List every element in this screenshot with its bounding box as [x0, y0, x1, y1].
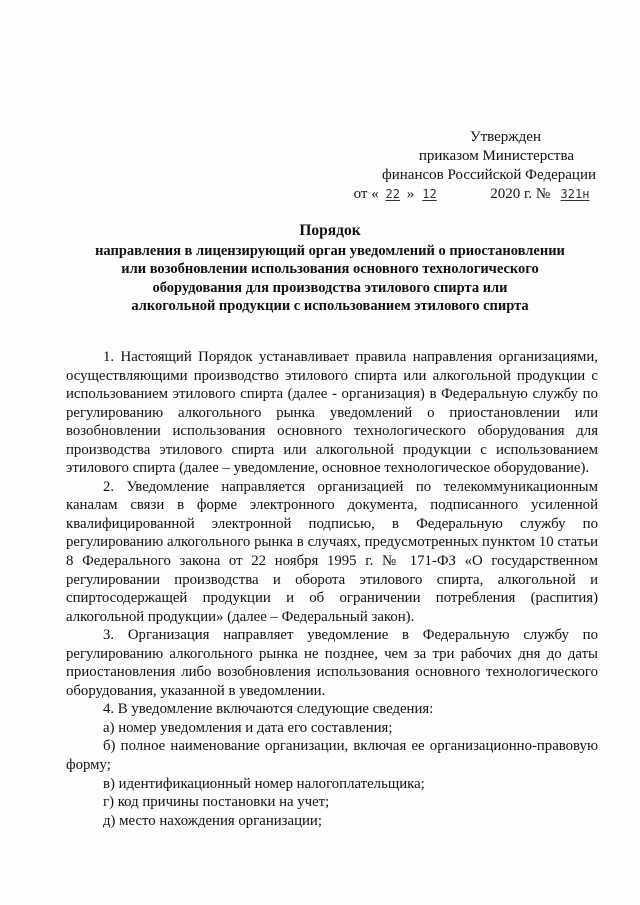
paragraph-1: 1. Настоящий Порядок устанавливает правила направления организациями, осуществляющими производство этилового спирта или алкогольной продукции с использованием этилового спирта (далее - организация) в Федеральную службу по регулированию алкогольного рынка уведомлений о приостановлении или возобновлении использования основного технологического оборудования для производства этилового спирта или алкогольной продукции с использованием этилового спирта (далее – уведомление, основное технологическое оборудование).	[66, 349, 598, 477]
title-line-3: оборудования для производства этилового спирта или	[152, 279, 508, 296]
document-body	[66, 348, 598, 830]
paragraph-4: 4. В уведомление включаются следующие сведения:	[103, 701, 434, 718]
year-text: 2020 г. №	[490, 186, 551, 202]
list-item-b: б) полное наименование организации, включая ее организационно-правовую форму;	[66, 738, 598, 774]
date-prefix: от «	[353, 186, 379, 202]
list-item-g: г) код причины постановки на учет;	[103, 794, 330, 811]
title-line-2: или возобновлении использования основного технологического	[121, 261, 539, 278]
handwritten-month: 12	[422, 187, 437, 201]
approval-line-2: приказом Министерства	[418, 148, 574, 164]
approval-stamp	[336, 128, 596, 204]
list-item-d: д) место нахождения организации;	[103, 812, 322, 829]
list-item-v: в) идентификационный номер налогоплательщика;	[103, 775, 425, 792]
title-heading: Порядок	[299, 222, 361, 239]
approval-line-3: финансов Российской Федерации	[382, 167, 596, 183]
document-title	[60, 222, 600, 316]
order-date-line	[336, 185, 596, 204]
handwritten-order-number: 321н	[560, 187, 590, 201]
title-line-1: направления в лицензирующий орган уведомлений о приостановлении	[95, 242, 565, 259]
paragraph-3: 3. Организация направляет уведомление в Федеральную службу по регулированию алкогольного рынка не позднее, чем за три рабочих дня до даты приостановления либо возобновления использования основного технологического оборудования, указанной в уведомлении.	[66, 627, 598, 699]
list-item-a: а) номер уведомления и дата его составления;	[103, 719, 393, 736]
handwritten-day: 22	[385, 187, 400, 201]
approval-line-1: Утвержден	[469, 129, 541, 145]
title-line-4: алкогольной продукции с использованием этилового спирта	[131, 298, 529, 315]
date-mid: »	[406, 186, 415, 202]
paragraph-2: 2. Уведомление направляется организацией по телекоммуникационным каналам связи в форме электронного документа, подписанного усиленной квалифицированной электронной подписью, в Федеральную службу по регулированию алкогольного рынка в случаях, предусмотренных пунктом 10 статьи 8 Федерального закона от 22 ноября 1995 г. № 171-ФЗ «О государственном регулировании производства и оборота этилового спирта, алкогольной и спиртосодержащей продукции и об ограничении потребления (распития) алкогольной продукции» (далее – Федеральный закон).	[66, 478, 598, 625]
